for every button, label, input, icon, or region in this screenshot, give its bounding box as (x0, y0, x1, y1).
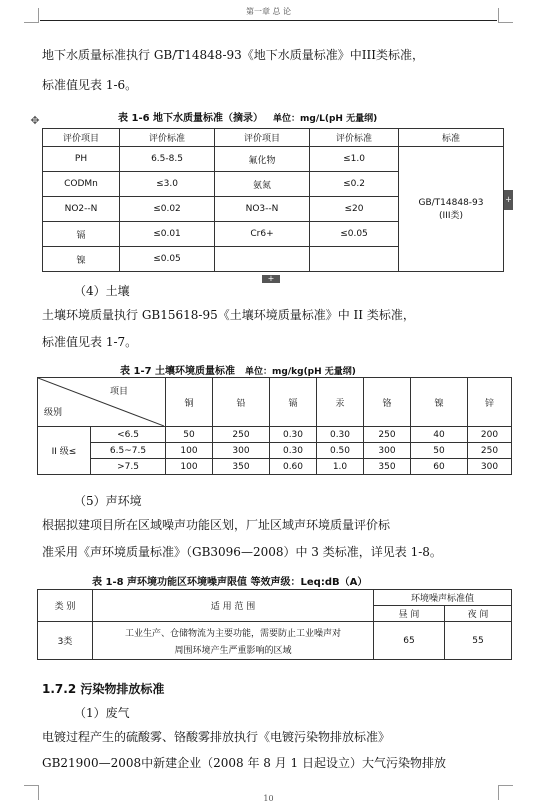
table-cell: 0.30 (270, 427, 317, 443)
paragraph-line: 电镀过程产生的硫酸雾、铬酸雾排放执行《电镀污染物排放标准》 (42, 730, 391, 744)
paragraph-line: 标准值见表 1-6。 (42, 78, 138, 92)
soil-table (37, 377, 512, 475)
page-header: 第一章 总 论 (40, 6, 497, 21)
table-header: 铜 (166, 378, 213, 427)
table-header: 铅 (213, 378, 270, 427)
table-cell: 40 (411, 427, 468, 443)
corner-label-top: 项目 (109, 387, 128, 397)
table-cell: ≤0.05 (310, 222, 399, 247)
add-column-icon[interactable]: + (504, 190, 513, 210)
table-cell: ≤20 (310, 197, 399, 222)
table-cell: 250 (364, 427, 411, 443)
diagonal-line (38, 378, 164, 426)
subsection-title: （5）声环境 (74, 494, 142, 508)
groundwater-table (42, 128, 504, 272)
table-header: 夜 间 (445, 606, 512, 622)
table-cell: ≤0.01 (120, 222, 215, 247)
table-cell (93, 622, 374, 660)
table-cell: 200 (468, 427, 512, 443)
table-cell: 氨氮 (215, 172, 310, 197)
table-cell: NO3--N (215, 197, 310, 222)
table-cell: ≤1.0 (310, 147, 399, 172)
crop-mark (24, 8, 39, 23)
table-cell: 250 (468, 443, 512, 459)
table-cell: 50 (411, 443, 468, 459)
caption-title: 表 1-7 土壤环境质量标准 (120, 366, 236, 377)
table-cell: 65 (374, 622, 445, 660)
table-header: 汞 (317, 378, 364, 427)
table-cell: ≤0.2 (310, 172, 399, 197)
table-header: 昼 间 (374, 606, 445, 622)
table-cell: 350 (364, 459, 411, 475)
table-header: 镍 (411, 378, 468, 427)
caption-unit: 单位：mg/kg(pH 无量纲) (245, 367, 356, 377)
table-cell: 50 (166, 427, 213, 443)
table-header: 铬 (364, 378, 411, 427)
crop-mark (498, 8, 513, 23)
table-cell: 55 (445, 622, 512, 660)
table-cell: 60 (411, 459, 468, 475)
table-cell: 100 (166, 443, 213, 459)
page-number: 10 (263, 794, 274, 803)
corner-label-bottom: 级别 (44, 408, 63, 418)
table-header: 标准 (399, 129, 504, 147)
caption-unit: 单位：mg/L(pH 无量纲) (273, 114, 378, 124)
table-cell: 0.30 (317, 427, 364, 443)
paragraph-line: GB21900—2008中新建企业（2008 年 8 月 1 日起设立）大气污染物排放 (42, 756, 446, 770)
corner-header-cell (38, 378, 166, 427)
table-cell: ≤0.05 (120, 247, 215, 272)
table-cell: 300 (213, 443, 270, 459)
table-cell: 氟化物 (215, 147, 310, 172)
table-cell: 镍 (43, 247, 120, 272)
table-cell: >7.5 (91, 459, 166, 475)
table-cell: 镉 (43, 222, 120, 247)
standard-cell (399, 147, 504, 272)
table-caption (118, 109, 377, 124)
table-header: 评价项目 (215, 129, 310, 147)
table-cell: 250 (213, 427, 270, 443)
table-cell: ≤3.0 (120, 172, 215, 197)
table-cell: Cr6+ (215, 222, 310, 247)
table-cell: ≤0.02 (120, 197, 215, 222)
table-cell: 6.5-8.5 (120, 147, 215, 172)
table-header: 镉 (270, 378, 317, 427)
level-cell: II 级≤ (38, 427, 91, 475)
table-cell: 3类 (38, 622, 93, 660)
section-heading: 1.7.2 污染物排放标准 (42, 682, 165, 696)
table-header: 锌 (468, 378, 512, 427)
standard-class: (III类) (439, 210, 463, 221)
table-caption (120, 362, 356, 377)
subsection-title: （1）废气 (74, 706, 130, 720)
move-handle-icon[interactable]: ✥ (30, 114, 40, 127)
table-cell: 0.50 (317, 443, 364, 459)
table-cell: 0.60 (270, 459, 317, 475)
table-cell: 100 (166, 459, 213, 475)
table-cell: NO2--N (43, 197, 120, 222)
noise-table (37, 589, 512, 660)
subsection-title: （4）土壤 (74, 284, 130, 298)
paragraph-line: 标准值见表 1-7。 (42, 335, 138, 349)
table-header: 评价标准 (310, 129, 399, 147)
paragraph-line: 根据拟建项目所在区域噪声功能区划，厂址区域声环境质量评价标 (42, 518, 391, 532)
table-cell (215, 247, 310, 272)
table-cell: 0.30 (270, 443, 317, 459)
table-header: 适 用 范 围 (93, 590, 374, 622)
table-cell (310, 247, 399, 272)
table-cell: 300 (468, 459, 512, 475)
table-cell: 6.5~7.5 (91, 443, 166, 459)
table-cell: 1.0 (317, 459, 364, 475)
table-header: 评价标准 (120, 129, 215, 147)
paragraph-line: 地下水质量标准执行 GB/T14848-93《地下水质量标准》中III类标准， (42, 48, 424, 62)
table-cell: <6.5 (91, 427, 166, 443)
caption-title: 表 1-6 地下水质量标准（摘录） (118, 113, 264, 124)
table-header: 类 别 (38, 590, 93, 622)
table-cell: PH (43, 147, 120, 172)
table-caption: 表 1-8 声环境功能区环境噪声限值 等效声级：Leq:dB（A） (92, 577, 368, 588)
paragraph-line: 准采用《声环境质量标准》（GB3096—2008）中 3 类标准，详见表 1-8。 (42, 545, 442, 559)
paragraph-line: 土壤环境质量执行 GB15618-95《土壤环境质量标准》中 II 类标准， (42, 308, 415, 322)
standard-code: GB/T14848-93 (418, 197, 484, 208)
scope-line: 工业生产、仓储物流为主要功能，需要防止工业噪声对 (124, 628, 341, 639)
table-header: 环境噪声标准值 (374, 590, 512, 606)
table-cell: 350 (213, 459, 270, 475)
table-header: 评价项目 (43, 129, 120, 147)
add-row-icon[interactable]: + (262, 275, 280, 283)
table-cell: 300 (364, 443, 411, 459)
scope-line: 周围环境产生严重影响的区域 (174, 645, 292, 656)
table-cell: CODMn (43, 172, 120, 197)
